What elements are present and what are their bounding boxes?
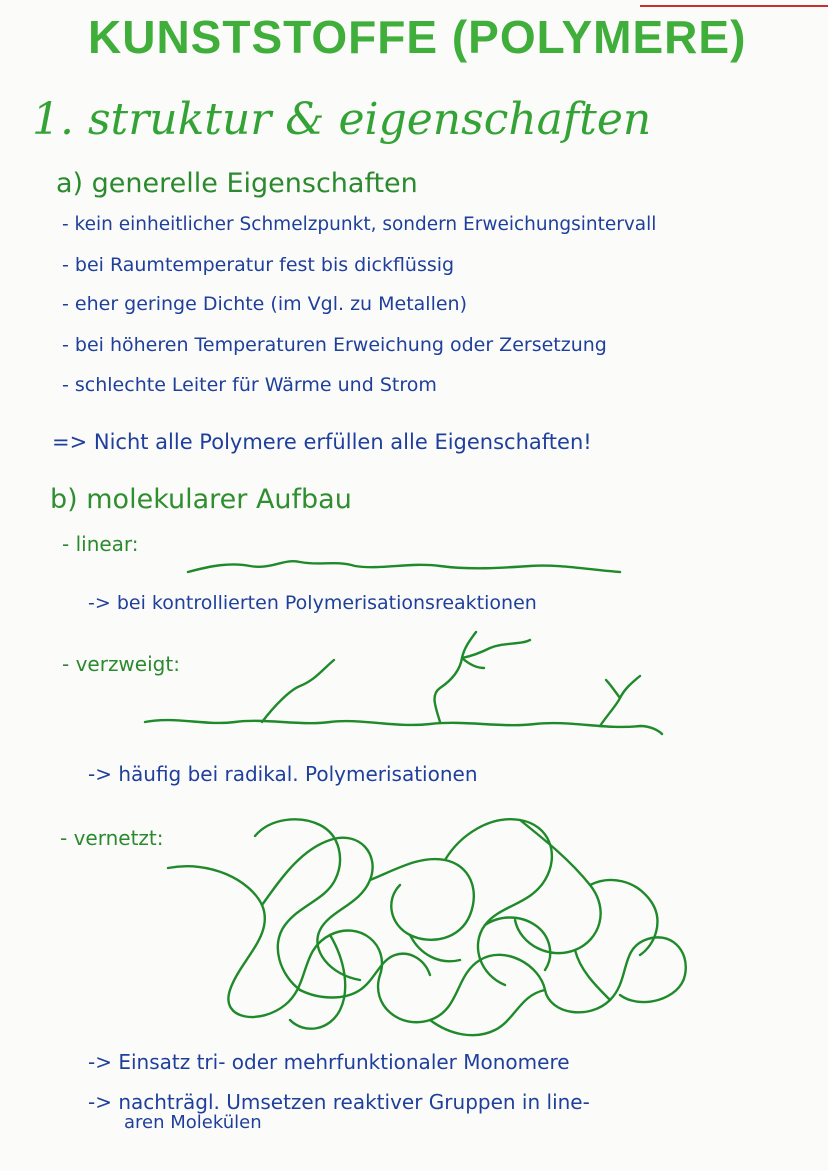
- property-item-2: - bei Raumtemperatur fest bis dickflüssig: [62, 254, 455, 276]
- crosslinked-note-2: -> nachträgl. Umsetzen reaktiver Gruppen in line-: [88, 1090, 590, 1114]
- crosslinked-note-3: aren Molekülen: [124, 1112, 262, 1133]
- property-item-3: - eher geringe Dichte (im Vgl. zu Metallen): [62, 293, 468, 315]
- linear-chain-drawing: [188, 561, 620, 572]
- section-1-heading: 1. struktur & eigenschaften: [32, 94, 652, 145]
- section-a-heading: a) generelle Eigenschaften: [56, 168, 418, 199]
- page-title: KUNSTSTOFFE (POLYMERE): [88, 11, 747, 63]
- crosslinked-label: - vernetzt:: [60, 826, 164, 850]
- branched-label: - verzweigt:: [62, 652, 180, 676]
- crosslinked-note-1: -> Einsatz tri- oder mehrfunktionaler Monomere: [88, 1050, 570, 1074]
- branched-chain-drawing: [145, 632, 662, 734]
- linear-note: -> bei kontrollierten Polymerisationsreaktionen: [88, 592, 537, 614]
- linear-label: - linear:: [62, 532, 139, 556]
- properties-note: => Nicht alle Polymere erfüllen alle Eigenschaften!: [52, 430, 592, 454]
- top-edge-line: [640, 5, 828, 7]
- property-item-5: - schlechte Leiter für Wärme und Strom: [62, 374, 437, 396]
- section-b-heading: b) molekularer Aufbau: [50, 484, 352, 515]
- crosslinked-network-drawing: [168, 819, 686, 1035]
- property-item-4: - bei höheren Temperaturen Erweichung oder Zersetzung: [62, 334, 607, 356]
- branched-note: -> häufig bei radikal. Polymerisationen: [88, 762, 478, 786]
- property-item-1: - kein einheitlicher Schmelzpunkt, sondern Erweichungsintervall: [62, 214, 657, 235]
